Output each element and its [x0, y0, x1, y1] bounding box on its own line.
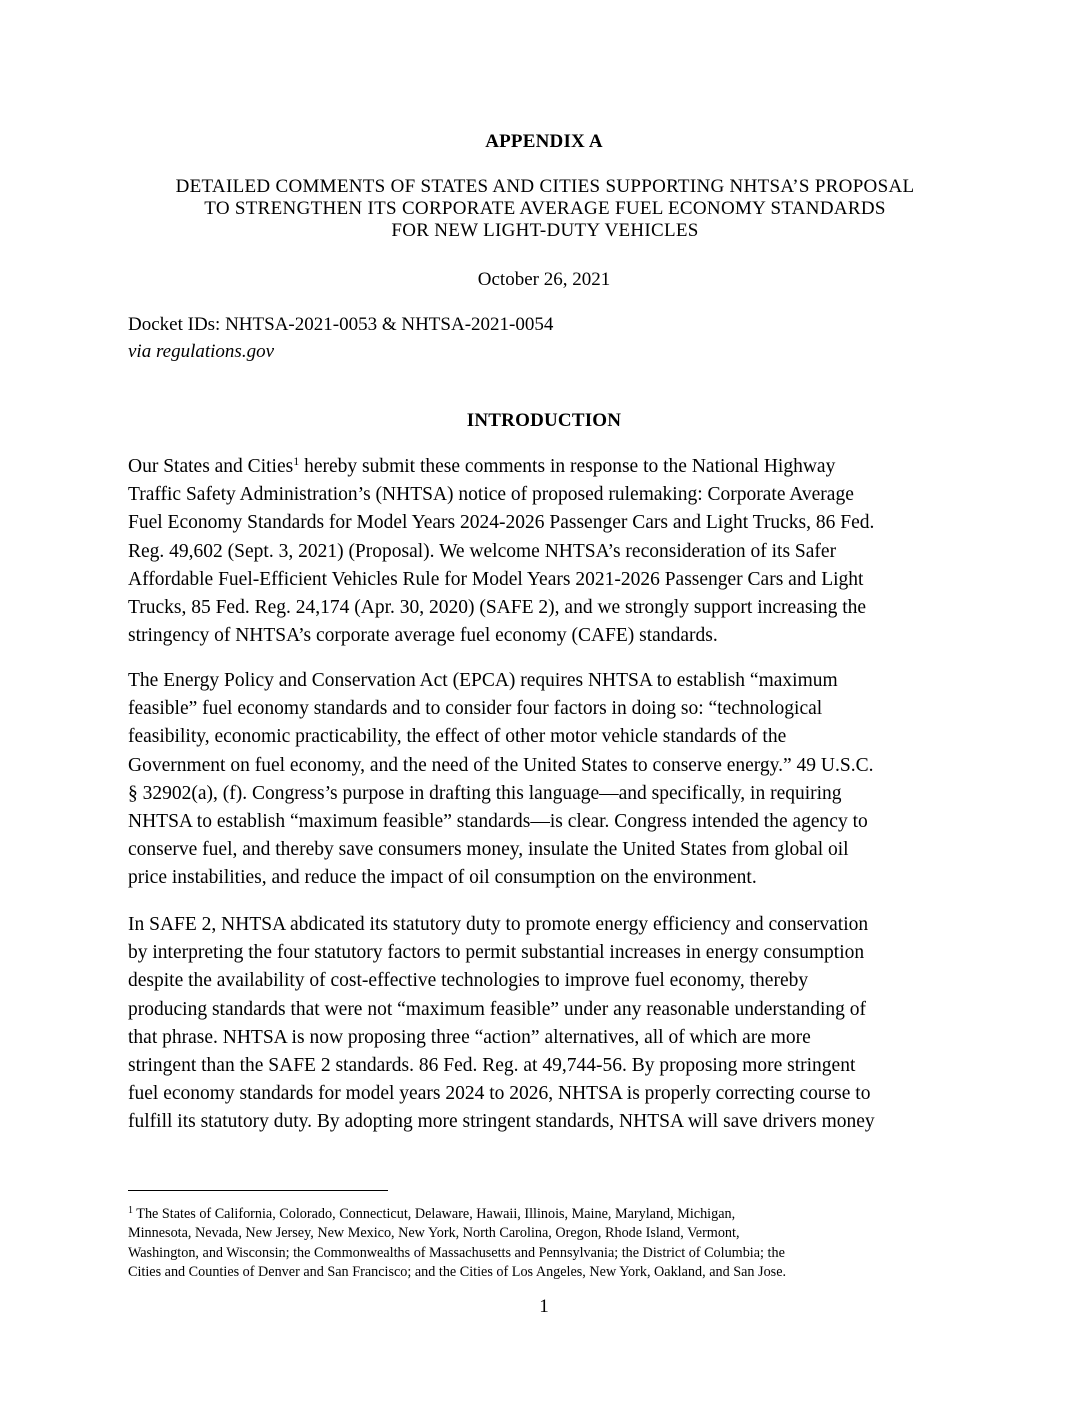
paragraph-intro	[128, 453, 958, 650]
paragraph-epca	[128, 667, 958, 893]
paragraph-line: Affordable Fuel-Efficient Vehicles Rule for Model Years 2021-2026 Passenger Cars and Light	[128, 568, 864, 590]
subtitle-line: DETAILED COMMENTS OF STATES AND CITIES SUPPORTING NHTSA’S PROPOSAL	[175, 176, 915, 197]
paragraph-line: by interpreting the four statutory factors to permit substantial increases in energy consumption	[128, 942, 865, 964]
paragraph-line: conserve fuel, and thereby save consumers money, insulate the United States from global oil	[128, 839, 849, 861]
footnote-line: Washington, and Wisconsin; the Commonwealths of Massachusetts and Pennsylvania; the District of Columbia; the	[128, 1244, 785, 1261]
document-date: October 26, 2021	[477, 269, 611, 290]
paragraph-line: stringent than the SAFE 2 standards. 86 Fed. Reg. at 49,744-56. By proposing more stringent	[128, 1055, 856, 1077]
paragraph-line: feasibility, economic practicability, the effect of other motor vehicle standards of the	[128, 726, 787, 748]
footnote-line: Cities and Counties of Denver and San Francisco; and the Cities of Los Angeles, New York, Oakland, and San Jose.	[128, 1264, 787, 1281]
footnote-line: Minnesota, Nevada, New Jersey, New Mexico, New York, North Carolina, Oregon, Rhode Island, Vermont,	[128, 1225, 740, 1242]
paragraph-line: Trucks, 85 Fed. Reg. 24,174 (Apr. 30, 2020) (SAFE 2), and we strongly support increasing the	[128, 597, 867, 619]
paragraph-line: stringency of NHTSA’s corporate average fuel economy (CAFE) standards.	[128, 625, 718, 647]
footnote-reference[interactable]: 1	[293, 454, 300, 468]
paragraph-line: The Energy Policy and Conservation Act (EPCA) requires NHTSA to establish “maximum	[128, 670, 838, 691]
paragraph-line: producing standards that were not “maximum feasible” under any reasonable understanding of	[128, 998, 867, 1020]
paragraph-line: fuel economy standards for model years 2024 to 2026, NHTSA is properly correcting course to	[128, 1083, 871, 1105]
footnote-line	[128, 1205, 968, 1224]
appendix-title: APPENDIX A	[485, 131, 603, 152]
paragraph-line: despite the availability of cost-effective technologies to improve fuel economy, thereby	[128, 970, 809, 992]
footnote-marker: 1	[128, 1205, 133, 1216]
paragraph-line: that phrase. NHTSA is now proposing three “action” alternatives, all of which are more	[128, 1026, 811, 1048]
document-subtitle	[120, 176, 970, 242]
paragraph-line: feasible” fuel economy standards and to consider four factors in doing so: “technological	[128, 698, 823, 720]
paragraph-line: Government on fuel economy, and the need of the United States to conserve energy.” 49 U.S.C.	[128, 754, 874, 776]
paragraph-line: Fuel Economy Standards for Model Years 2024-2026 Passenger Cars and Light Trucks, 86 Fed.	[128, 512, 875, 534]
paragraph-line: Reg. 49,602 (Sept. 3, 2021) (Proposal). We welcome NHTSA’s reconsideration of its Safer	[128, 540, 837, 562]
paragraph-line: Traffic Safety Administration’s (NHTSA) notice of proposed rulemaking: Corporate Average	[128, 484, 854, 506]
docket-ids: Docket IDs: NHTSA-2021-0053 & NHTSA-2021-0054	[128, 314, 554, 335]
paragraph-safe2	[128, 911, 958, 1137]
paragraph-line: § 32902(a), (f). Congress’s purpose in drafting this language—and specifically, in requiring	[128, 782, 842, 804]
docket-via: via regulations.gov	[128, 341, 274, 362]
docket-block	[128, 311, 553, 365]
section-heading: INTRODUCTION	[466, 410, 622, 431]
page-number: 1	[539, 1296, 549, 1317]
paragraph-text: Our States and Cities	[128, 456, 294, 477]
subtitle-line: TO STRENGTHEN ITS CORPORATE AVERAGE FUEL ECONOMY STANDARDS	[204, 198, 886, 219]
paragraph-line	[128, 453, 958, 481]
paragraph-line: price instabilities, and reduce the impact of oil consumption on the environment.	[128, 867, 757, 889]
paragraph-line: NHTSA to establish “maximum feasible” standards—is clear. Congress intended the agency to	[128, 811, 868, 833]
footnote-text: The States of California, Colorado, Connecticut, Delaware, Hawaii, Illinois, Maine, Maryland, Michigan,	[133, 1206, 736, 1222]
paragraph-text: hereby submit these comments in response to the National Highway	[299, 456, 836, 477]
subtitle-line: FOR NEW LIGHT-DUTY VEHICLES	[391, 220, 699, 241]
paragraph-line: fulfill its statutory duty. By adopting more stringent standards, NHTSA will save drivers money	[128, 1111, 875, 1133]
footnote-separator	[128, 1190, 388, 1191]
footnote	[128, 1205, 968, 1283]
paragraph-line: In SAFE 2, NHTSA abdicated its statutory duty to promote energy efficiency and conservation	[128, 914, 869, 935]
